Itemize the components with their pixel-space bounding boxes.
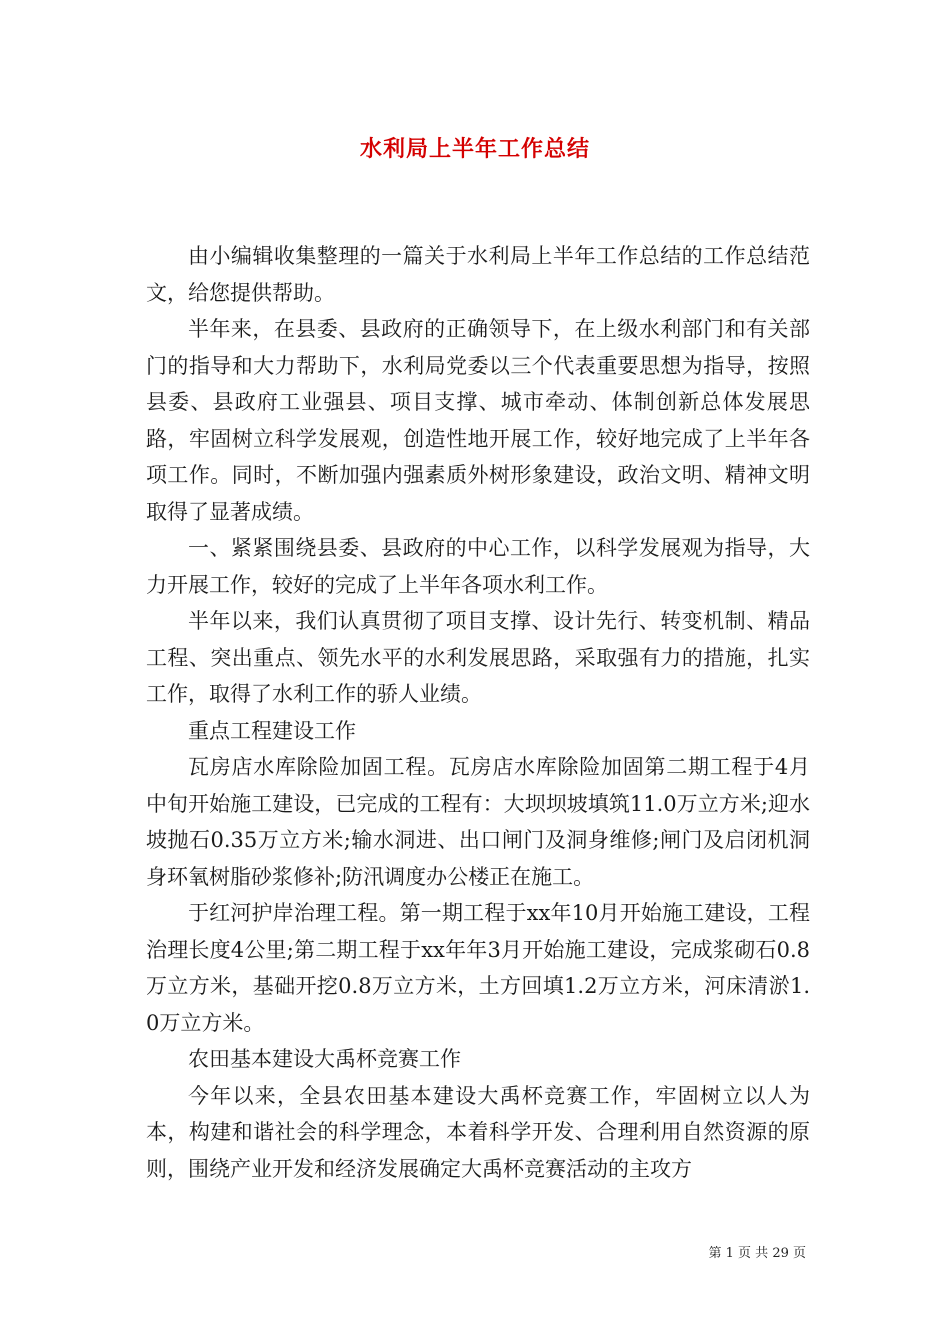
paragraph-section-one: 一、紧紧围绕县委、县政府的中心工作，以科学发展观为指导，大力开展工作，较好的完成了上半年各项水利工作。 xyxy=(146,536,810,597)
paragraph-intro: 由小编辑收集整理的一篇关于水利局上半年工作总结的工作总结范文，给您提供帮助。 xyxy=(146,244,810,305)
page-number-footer: 第 1 页 共 29 页 xyxy=(708,1246,806,1261)
paragraph-reservoir: 瓦房店水库除险加固工程。瓦房店水库除险加固第二期工程于4月中旬开始施工建设，已完成的工程有：大坝坝坡填筑11.0万立方米;迎水坡抛石0.35万立方米;输水洞进、出口闸门及洞身维修;闸门及启闭机洞身环氧树脂砂浆修补;防汛调度办公楼正在施工。 xyxy=(146,755,810,889)
subheading-dayu-cup: 农田基本建设大禹杯竞赛工作 xyxy=(188,1047,461,1071)
document-body xyxy=(146,238,810,1187)
document-title: 水利局上半年工作总结 xyxy=(359,137,590,162)
paragraph-dayu-cup: 今年以来，全县农田基本建设大禹杯竞赛工作，牢固树立以人为本，构建和谐社会的科学理念，本着科学开发、合理利用自然资源的原则，围绕产业开发和经济发展确定大禹杯竞赛活动的主攻方 xyxy=(146,1083,810,1181)
paragraph-overview: 半年来，在县委、县政府的正确领导下，在上级水利部门和有关部门的指导和大力帮助下，水利局党委以三个代表重要思想为指导，按照县委、县政府工业强县、项目支撑、城市牵动、体制创新总体发展思路，牢固树立科学发展观，创造性地开展工作，较好地完成了上半年各项工作。同时，不断加强内强素质外树形象建设，政治文明、精神文明取得了显著成绩。 xyxy=(146,317,810,524)
subheading-key-projects: 重点工程建设工作 xyxy=(188,718,356,743)
paragraph-half-year: 半年以来，我们认真贯彻了项目支撑、设计先行、转变机制、精品工程、突出重点、领先水平的水利发展思路，采取强有力的措施，扎实工作，取得了水利工作的骄人业绩。 xyxy=(146,609,810,706)
paragraph-river-protection: 于红河护岸治理工程。第一期工程于xx年10月开始施工建设，工程治理长度4公里;第二期工程于xx年年3月开始施工建设，完成浆砌石0.8万立方米，基础开挖0.8万立方米，土方回填1.2万立方米，河床清淤1.0万立方米。 xyxy=(146,901,810,1035)
